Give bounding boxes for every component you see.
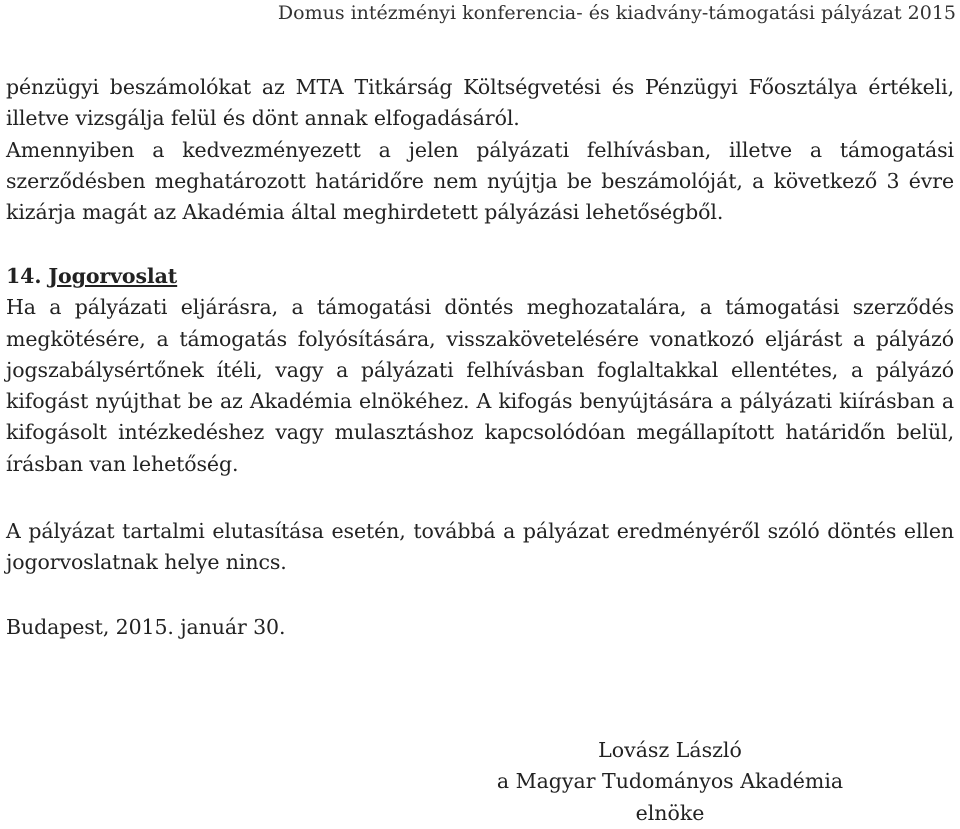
paragraph-objection: Ha a pályázati eljárásra, a támogatási döntés meghozatalára, a támogatási szerződés megkötésére, a támogatás folyósítására, visszakövetelésére vonatkozó eljárást a pályázó jogszabálysértőnek ítéli, vagy a pályázati felhívásban foglaltakkal ellentétes, a pályázó kifogást nyújthat be az Akadémia elnökéhez. A kifogás benyújtására a pályázati kiírásban a kifogásolt intézkedéshez vagy mulasztáshoz kapcsolódóan megállapított határidőn belül, írásban van lehetőség. xyxy=(6,295,954,476)
report-review-text xyxy=(6,72,954,228)
paragraph-no-remedy: A pályázat tartalmi elutasítása esetén, továbbá a pályázat eredményéről szóló döntés ellen jogorvoslatnak helye nincs. xyxy=(6,519,954,575)
section-title: Jogorvoslat xyxy=(48,264,178,288)
place-and-date xyxy=(6,612,954,643)
paragraph-report-review: pénzügyi beszámolókat az MTA Titkárság Költségvetési és Pénzügyi Főosztálya értékeli, illetve vizsgálja felül és dönt annak elfogadásáról. xyxy=(6,75,954,131)
paragraph-exclusion: Amennyiben a kedvezményezett a jelen pályázati felhívásban, illetve a támogatási szerződésben meghatározott határidőre nem nyújtja be beszámolóját, a következő 3 évre kizárja magát az Akadémia által meghirdetett pályázási lehetőségből. xyxy=(6,137,954,225)
signatory-name: Lovász László xyxy=(598,738,742,762)
section-legal-remedy xyxy=(6,261,954,480)
signature-block xyxy=(480,735,860,829)
signatory-role: elnöke xyxy=(635,800,705,825)
place-date-line: Budapest, 2015. január 30. xyxy=(6,615,286,639)
running-header: Domus intézményi konferencia- és kiadvány-támogatási pályázat 2015 xyxy=(277,2,956,24)
no-remedy-text xyxy=(6,516,954,579)
section-number: 14. xyxy=(6,264,42,288)
signatory-organization: a Magyar Tudományos Akadémia xyxy=(496,769,844,794)
section-heading xyxy=(6,261,954,292)
